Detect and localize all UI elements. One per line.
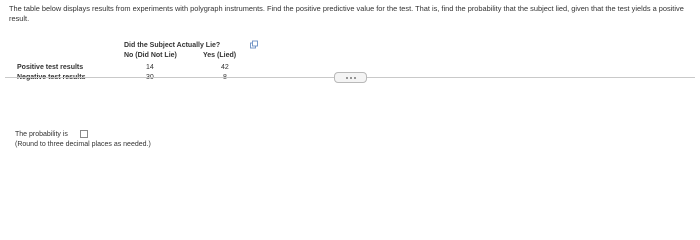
- column-header-no: No (Did Not Lie): [124, 52, 177, 59]
- table-title: Did the Subject Actually Lie?: [124, 42, 221, 49]
- answer-input[interactable]: [80, 130, 88, 138]
- answer-prefix: The probability is: [15, 131, 68, 138]
- ellipsis-icon: [350, 77, 352, 79]
- cell-positive-no: 14: [146, 64, 154, 71]
- ellipsis-icon: [354, 77, 356, 79]
- column-header-yes: Yes (Lied): [203, 52, 237, 59]
- cell-positive-yes: 42: [221, 64, 229, 71]
- expand-button[interactable]: [334, 72, 367, 83]
- row-label-positive: Positive test results: [17, 64, 84, 71]
- rounding-hint: (Round to three decimal places as needed.): [15, 141, 151, 148]
- copy-icon[interactable]: [249, 40, 259, 50]
- question-prompt: The table below displays results from experiments with polygraph instruments. Find the positive predictive value for the test. That is, find the probability that the subject lied, given that the test yields a positive result.: [9, 4, 684, 23]
- ellipsis-icon: [346, 77, 348, 79]
